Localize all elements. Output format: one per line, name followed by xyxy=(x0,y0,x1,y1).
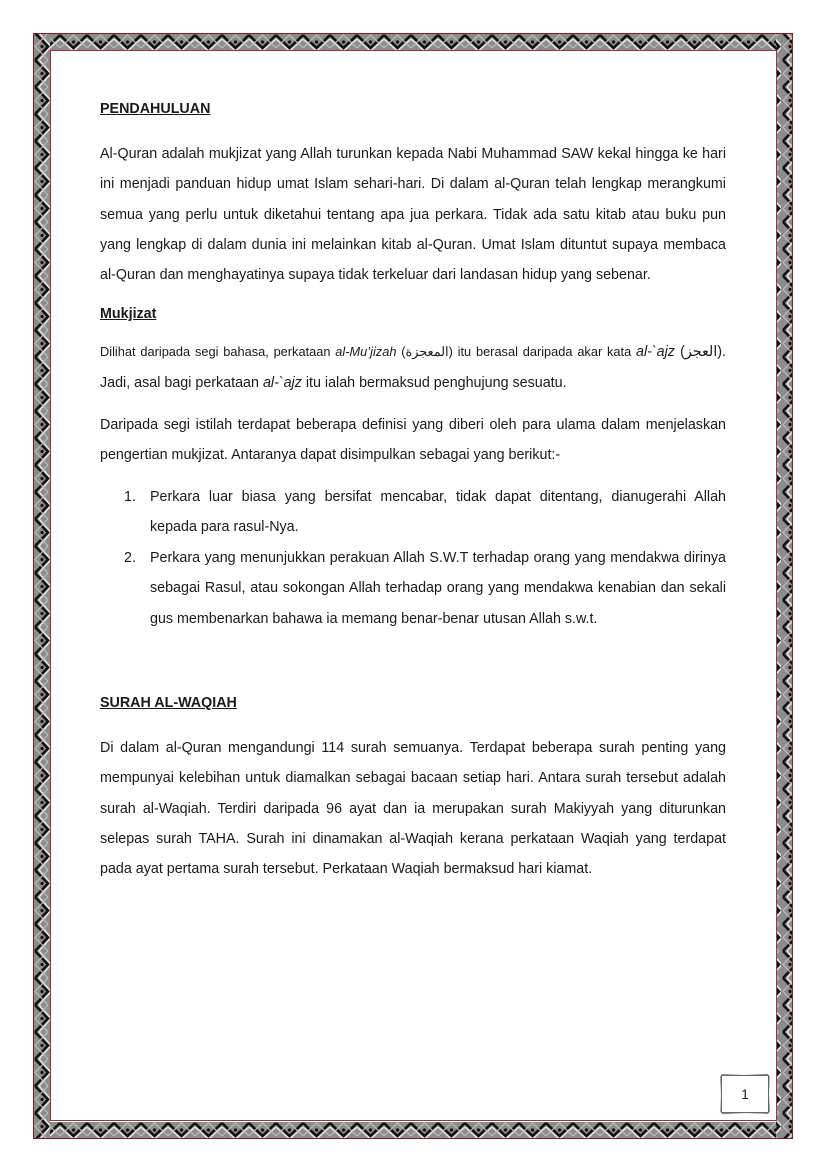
term-al-ajz: al-`ajz xyxy=(636,344,675,361)
list-item xyxy=(100,543,726,635)
arabic-al-mujizah: المعجزة xyxy=(405,344,449,360)
list-item xyxy=(100,482,726,543)
list-item-text: Perkara yang menunjukkan perakuan Allah S.W.T terhadap orang yang mendakwa dirinya sebagai Rasul, atau sokongan Allah terhadap orang yang mendakwa kenabian dan sekali gus membenarkan bahawa ia memang benar-benar utusan Allah s.w.t. xyxy=(150,549,726,627)
list-item-number: 1. xyxy=(124,488,136,505)
section-heading-surah-al-waqiah: SURAH AL-WAQIAH xyxy=(100,695,237,712)
paragraph-definition-language: Dilihat daripada segi bahasa, perkataan al-Mu’jizah (المعجزة) itu berasal daripada akar kata al-`ajz (العجز). Jadi, asal bagi perkataan al-`ajz itu ialah bermaksud penghujung sesuatu. xyxy=(100,344,726,391)
arabic-al-ajz: العجز xyxy=(684,344,718,361)
page-number-box xyxy=(719,1073,771,1115)
document-body xyxy=(100,98,726,885)
term-al-ajz-2: al-`ajz xyxy=(262,374,302,391)
list-item-text: Perkara luar biasa yang bersifat mencabar, tidak dapat ditentang, dianugerahi Allah kepada para rasul-Nya. xyxy=(150,488,726,536)
section-heading-pendahuluan: PENDAHULUAN xyxy=(100,101,211,117)
definition-list xyxy=(100,482,726,635)
term-al-mujizah: al-Mu’jizah xyxy=(335,344,397,360)
section-heading-mukjizat: Mukjizat xyxy=(100,306,157,323)
paragraph-definition-term: Daripada segi istilah terdapat beberapa definisi yang diberi oleh para ulama dalam menjelaskan pengertian mukjizat. Antaranya dapat disimpulkan sebagai yang berikut:- xyxy=(100,417,726,464)
list-item-number: 2. xyxy=(124,549,136,566)
page-number: 1 xyxy=(741,1086,749,1102)
paragraph-surah-al-waqiah: Di dalam al-Quran mengandungi 114 surah semuanya. Terdapat beberapa surah penting yang mempunyai kelebihan untuk diamalkan sebagai bacaan setiap hari. Antara surah tersebut adalah surah al-Waqiah. Terdiri daripada 96 ayat dan ia merupakan surah Makiyyah yang diturunkan selepas surah TAHA. Surah ini dinamakan al-Waqiah kerana perkataan Waqiah yang terdapat pada ayat pertama surah tersebut. Perkataan Waqiah bermaksud hari kiamat. xyxy=(100,740,726,878)
paragraph-pendahuluan: Al-Quran adalah mukjizat yang Allah turunkan kepada Nabi Muhammad SAW kekal hingga ke hari ini menjadi panduan hidup umat Islam sehari-hari. Di dalam al-Quran telah lengkap merangkumi semua yang perlu untuk diketahui tentang apa jua perkara. Tidak ada satu kitab atau buku pun yang lengkap di dalam dunia ini melainkan kitab al-Quran. Umat Islam dituntut supaya membaca al-Quran dan menghayatinya supaya tidak terkeluar dari landasan hidup yang sebenar. xyxy=(100,146,726,284)
